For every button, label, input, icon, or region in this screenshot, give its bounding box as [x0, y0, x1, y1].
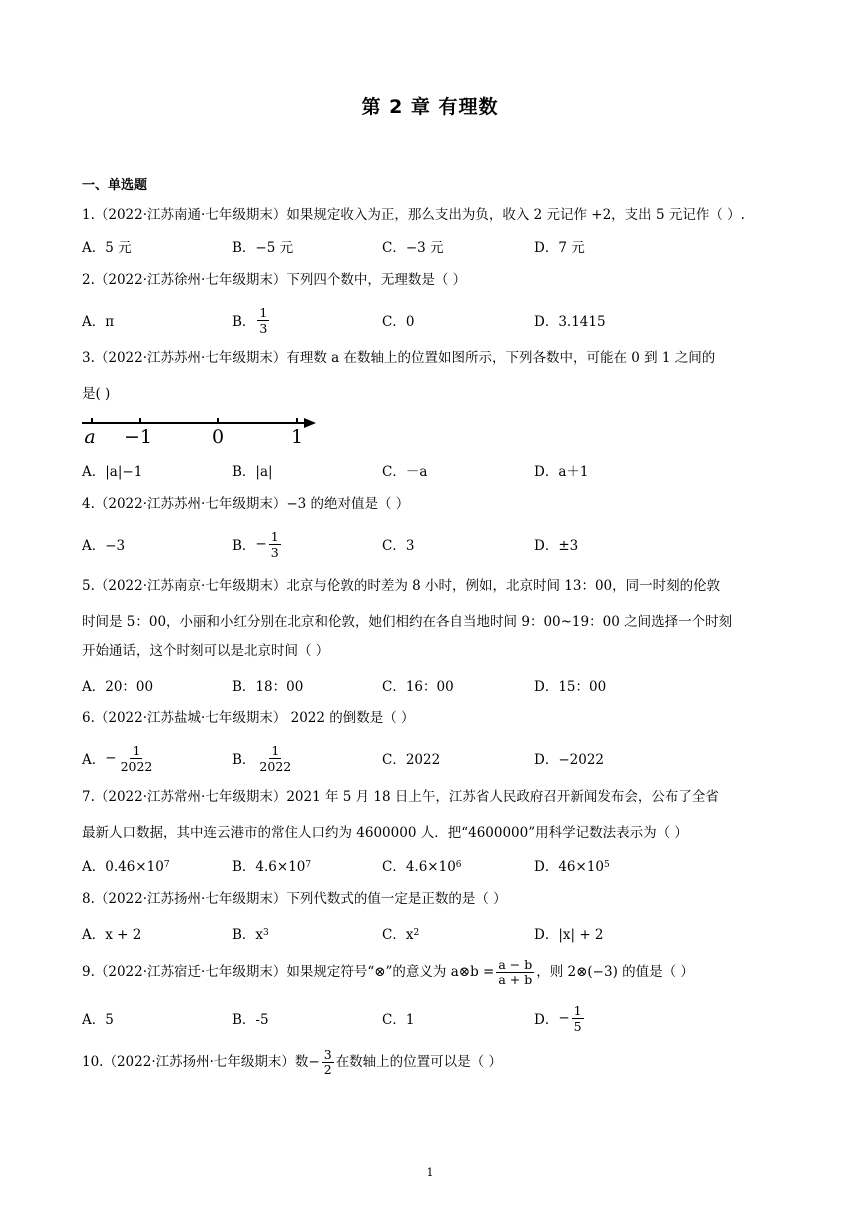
option-text: B．4.6×10 — [232, 859, 306, 875]
option-c: C．3 — [382, 538, 415, 554]
exponent: 7 — [305, 860, 312, 870]
option-text: A．0.46×10 — [82, 859, 164, 875]
question-8-options — [82, 913, 782, 953]
option-d: D．−2022 — [534, 752, 604, 768]
option-b: B．|a| — [232, 464, 273, 480]
fraction-denominator: a + b — [498, 971, 533, 987]
option-b: B．18：00 — [232, 679, 304, 695]
fraction — [257, 743, 293, 774]
fraction — [119, 743, 155, 774]
question-8: 8.（2022·江苏扬州·七年级期末）下列代数式的值一定是正数的是（ ） — [82, 891, 507, 907]
question-3-line-2: 是( ) — [82, 386, 111, 402]
question-7-options — [82, 845, 782, 885]
fraction — [322, 1048, 334, 1077]
question-9 — [82, 952, 782, 992]
option-c: C．－a — [382, 464, 428, 480]
axis-label-a: a — [84, 426, 96, 448]
option-c: C．−3 元 — [382, 240, 444, 256]
question-10-text-post: 在数轴上的位置可以是（ ） — [335, 1054, 502, 1070]
option-b — [232, 300, 271, 340]
option-d — [534, 845, 610, 885]
question-1-options — [82, 226, 782, 266]
fraction — [269, 529, 281, 560]
fraction-denominator: 5 — [573, 1018, 582, 1034]
exponent: 3 — [263, 928, 269, 938]
option-b — [232, 524, 283, 564]
axis-label-1: 1 — [290, 426, 304, 448]
option-a: A．20：00 — [82, 679, 154, 695]
option-a: A．5 元 — [82, 240, 132, 256]
question-9-options — [82, 998, 782, 1038]
fraction — [572, 1003, 584, 1034]
minus-sign: − — [558, 1010, 570, 1026]
fraction-numerator: 3 — [323, 1046, 332, 1062]
option-d — [534, 998, 586, 1038]
option-c: C．0 — [382, 314, 415, 330]
option-c: C．16：00 — [382, 679, 454, 695]
number-line-arrow — [304, 418, 316, 428]
question-3-line-1: 3.（2022·江苏苏州·七年级期末）有理数 a 在数轴上的位置如图所示，下列各数中，可能在 0 到 1 之间的 — [82, 350, 716, 366]
option-c — [382, 845, 462, 885]
option-label: A． — [82, 752, 106, 768]
question-1: 1.（2022·江苏南通·七年级期末）如果规定收入为正，那么支出为负，收入 2 元记作 +2，支出 5 元记作（ ）. — [82, 207, 745, 223]
fraction-numerator: 1 — [259, 304, 268, 320]
exponent: 6 — [455, 860, 462, 870]
number-line-figure — [80, 412, 320, 450]
axis-label-neg1: −1 — [123, 426, 153, 448]
exponent: 7 — [163, 860, 170, 870]
option-a — [82, 845, 170, 885]
fraction-numerator: a − b — [498, 956, 533, 972]
option-label: B． — [232, 538, 256, 554]
option-d: D．7 元 — [534, 240, 585, 256]
option-d: D．15：00 — [534, 679, 607, 695]
question-3-options — [82, 450, 782, 490]
minus-sign: − — [105, 750, 117, 766]
fraction-numerator: 1 — [132, 742, 141, 758]
option-text: B．x — [232, 927, 264, 943]
option-b: B．-5 — [232, 1012, 269, 1028]
option-d: D．3.1415 — [534, 314, 606, 330]
question-4-options — [82, 524, 782, 564]
question-5-line-3: 开始通话，这个时刻可以是北京时间（ ） — [82, 643, 330, 659]
option-label: D． — [534, 1012, 559, 1028]
question-7-line-1: 7.（2022·江苏常州·七年级期末）2021 年 5 月 18 日上午，江苏省人民政府召开新闻发布会，公布了全省 — [82, 789, 719, 805]
question-6-options — [82, 738, 782, 778]
option-c: C．1 — [382, 1012, 415, 1028]
question-9-text-post: ，则 2⊗(−3) 的值是（ ） — [536, 964, 694, 980]
minus-sign: − — [255, 536, 267, 552]
fraction-numerator: 1 — [573, 1002, 582, 1018]
fraction-numerator: 1 — [270, 528, 279, 544]
page-number: 1 — [426, 1166, 434, 1179]
axis-label-0: 0 — [211, 426, 225, 448]
option-b — [232, 738, 295, 778]
option-a: A．|a|−1 — [82, 464, 143, 480]
option-text: C．4.6×10 — [382, 859, 456, 875]
question-2: 2.（2022·江苏徐州·七年级期末）下列四个数中，无理数是（ ） — [82, 272, 467, 288]
option-text: C．x — [382, 927, 414, 943]
option-b — [232, 845, 311, 885]
question-10-text-pre: 10.（2022·江苏扬州·七年级期末）数 — [82, 1054, 309, 1070]
option-label: B． — [232, 752, 256, 768]
page-title: 第 2 章 有理数 — [361, 96, 499, 118]
question-7-line-2: 最新人口数据，其中连云港市的常住人口约为 4600000 人．把“4600000”用科学记数法表示为（ ） — [82, 825, 688, 841]
option-c: C．2022 — [382, 752, 441, 768]
fraction — [496, 958, 534, 987]
question-10 — [82, 1042, 782, 1082]
section-heading: 一、单选题 — [82, 178, 148, 193]
question-2-options — [82, 300, 782, 340]
option-a: A．5 — [82, 1012, 114, 1028]
fraction-denominator: 3 — [259, 320, 268, 336]
minus-sign: − — [308, 1054, 320, 1070]
option-a: A．−3 — [82, 538, 126, 554]
question-6: 6.（2022·江苏盐城·七年级期末） 2022 的倒数是（ ） — [82, 710, 415, 726]
fraction-denominator: 2022 — [120, 758, 153, 774]
question-4: 4.（2022·江苏苏州·七年级期末）−3 的绝对值是（ ） — [82, 496, 410, 512]
exponent: 5 — [604, 860, 610, 870]
fraction — [257, 305, 269, 336]
exponent: 2 — [413, 928, 420, 938]
fraction-denominator: 2022 — [259, 758, 292, 774]
option-b: B．−5 元 — [232, 240, 294, 256]
question-9-text-pre: 9.（2022·江苏宿迁·七年级期末）如果规定符号“⊗”的意义为 a⊗b = — [82, 964, 495, 980]
option-d: D．±3 — [534, 538, 579, 554]
option-a — [82, 738, 156, 778]
option-a: A．x + 2 — [82, 927, 142, 943]
option-text: D．46×10 — [534, 859, 604, 875]
option-label: B． — [232, 314, 256, 330]
option-a: A．π — [82, 314, 115, 330]
fraction-denominator: 2 — [323, 1061, 332, 1077]
fraction-denominator: 3 — [270, 544, 279, 560]
fraction-numerator: 1 — [271, 742, 280, 758]
option-b — [232, 913, 269, 953]
option-c — [382, 913, 419, 953]
question-5-line-2: 时间是 5：00，小丽和小红分别在北京和伦敦，她们相约在各自当地时间 9：00~19：00 之间选择一个时刻 — [82, 614, 733, 630]
question-5-options — [82, 665, 782, 705]
option-d: D．|x| + 2 — [534, 927, 604, 943]
question-5-line-1: 5.（2022·江苏南京·七年级期末）北京与伦敦的时差为 8 小时，例如，北京时间 13：00，同一时刻的伦敦 — [82, 578, 721, 594]
option-d: D．a＋1 — [534, 464, 589, 480]
